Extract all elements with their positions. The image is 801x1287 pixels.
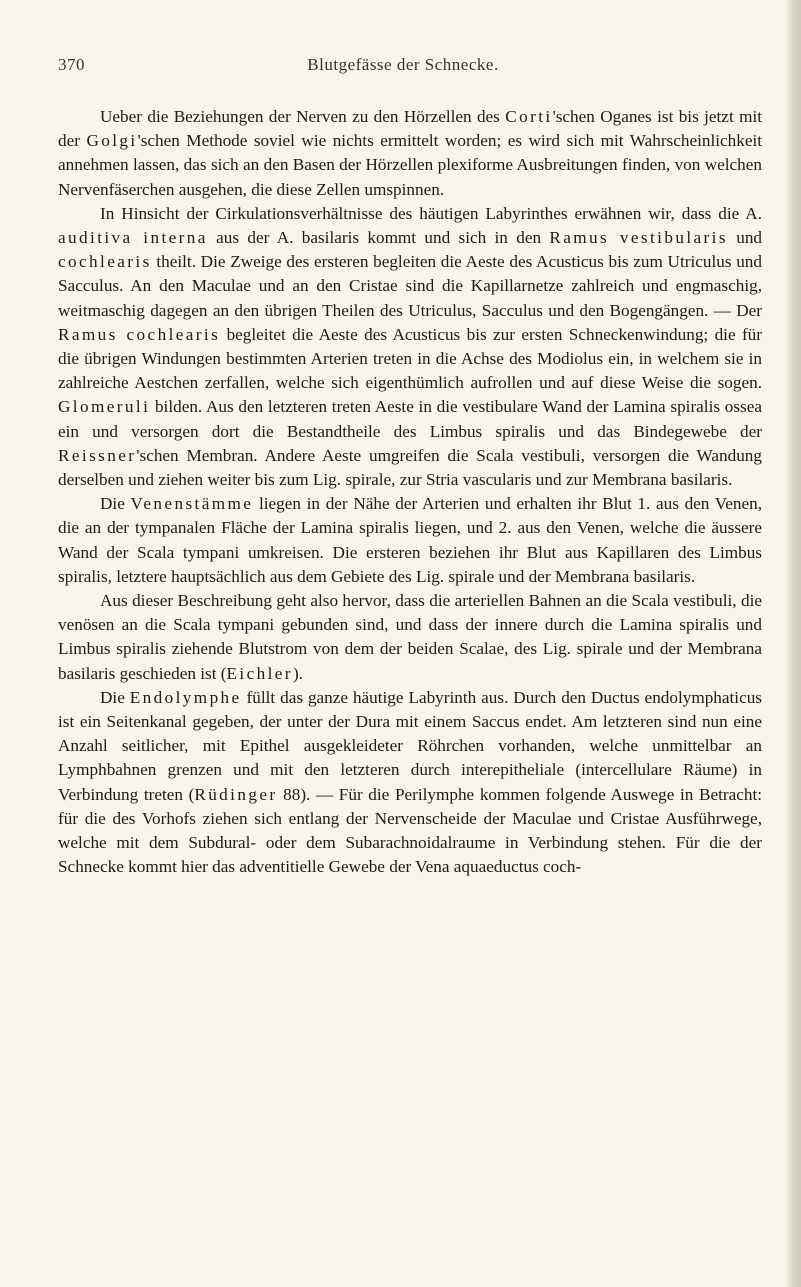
page-number: 370 — [58, 55, 85, 74]
text-run: 'schen Methode soviel wie nichts ermittelt worden; es wird sich mit Wahrscheinlichkeit annehmen lassen, das sich an den Basen der Hörzellen plexiforme Ausbreitungen finden, von welchen Nervenfäserchen ausgehen, die diese Zellen umspinnen. — [58, 131, 762, 199]
body-text — [58, 105, 762, 880]
text-run: Die — [100, 494, 131, 514]
text-run: theilt. Die Zweige des ersteren begleiten die Aeste des Acusticus bis zum Utriculus und Sacculus. An den Maculae und an den Cristae sind die Kapillarnetze zahlreich und engmaschig, weitmaschig dagegen an den übrigen Theilen des Utriculus, Sacculus und den Bogengängen. — Der — [58, 252, 762, 320]
text-run: aus der A. basilaris kommt und sich in den — [207, 228, 550, 248]
text-run: bilden. Aus den letzteren treten Aeste in die vestibulare Wand der Lamina spiralis ossea ein und versorgen dort die Bestandtheile des Limbus spiralis und das Bindegewebe der — [58, 397, 762, 441]
text-run: In Hinsicht der Cirkulationsverhältnisse des häutigen Labyrinthes erwähnen wir, dass die A. — [100, 203, 762, 223]
paragraph — [58, 202, 762, 492]
text-run: und — [727, 228, 763, 248]
spaced-term: auditiva interna — [58, 228, 208, 248]
spaced-term: Ramus cochlearis — [58, 324, 221, 344]
spaced-term: Rüdinger — [194, 784, 278, 804]
scan-edge-shadow — [787, 0, 801, 1287]
text-run: 88). — Für die Perilymphe kommen folgende Auswege in Betracht: für die des Vorhofs ziehen sich entlang der Nervenscheide der Maculae und Cristae Ausführwege, welche mit dem Subdural- oder dem Subarachnoidalraume in Verbindung stehen. Für die der Schnecke kommt hier das adventitielle Gewebe der Vena aquaeductus coch- — [58, 784, 763, 877]
text-run: begleitet die Aeste des Acusticus bis zur ersten Schneckenwindung; die für die übrigen Windungen bestimmten Arterien treten in die Achse des Modiolus ein, in welchem sie in zahlreiche Aestchen zerfallen, welche sich eigenthümlich aufrollen und auf diese Weise die sogen. — [58, 324, 762, 393]
paragraph — [58, 686, 762, 880]
paragraph — [58, 589, 762, 686]
text-run: füllt das ganze häutige Labyrinth aus. Durch den Ductus endolymphaticus ist ein Seitenkanal gegeben, der unter der Dura mit einem Saccus endet. Am letzteren sind nun eine Anzahl seitlicher, mit Epithel ausgekleideter Röhrchen vorhanden, welche unmittelbar an Lymphbahnen grenzen und mit den letzteren durch interepitheliale (intercellulare Räume) in Verbindung treten ( — [58, 687, 762, 804]
text-run: liegen in der Nähe der Arterien und erhalten ihr Blut 1. aus den Venen, die an der tympanalen Fläche der Lamina spiralis liegen, und 2. aus den Venen, welche die äussere Wand der Scala tympani umkreisen. Die ersteren beziehen ihr Blut aus Kapillaren des Limbus spiralis, letztere hauptsächlich aus dem Gebiete des Lig. spirale und der Membrana basilaris. — [58, 494, 762, 586]
text-run: ). — [292, 663, 303, 683]
running-head — [58, 55, 758, 75]
paragraph — [58, 492, 762, 589]
text-run: 'schen Membran. Andere Aeste umgreifen die Scala vestibuli, versorgen die Wandung derselben und ziehen weiter bis zum Lig. spirale, zur Stria vascularis und zur Membrana basilaris. — [58, 445, 762, 490]
paragraph — [58, 105, 762, 202]
spaced-term: cochlearis — [58, 252, 152, 272]
spaced-term: Ramus vestibularis — [549, 228, 728, 248]
spaced-term: Eichler — [226, 663, 293, 683]
spaced-term: Reissner — [58, 445, 137, 465]
text-run: 'schen Oganes ist bis jetzt mit der — [58, 107, 762, 151]
spaced-term: Corti — [505, 107, 553, 126]
running-title: Blutgefässe der Schnecke. — [307, 55, 499, 74]
spaced-term: Venenstämme — [130, 494, 254, 514]
spaced-term: Endolymphe — [129, 687, 242, 707]
text-run: Die — [100, 687, 130, 707]
spaced-term: Glomeruli — [58, 397, 151, 417]
text-run: Ueber die Beziehungen der Nerven zu den Hörzellen des — [100, 107, 506, 126]
text-run: Aus dieser Beschreibung geht also hervor, dass die arteriellen Bahnen an die Scala vestibuli, die venösen an die Scala tympani gebunden sind, und dass der innere durch die Lamina spiralis und Limbus spiralis ziehende Blutstrom von dem der beiden Scalae, des Lig. spirale und der Membrana basilaris geschieden ist ( — [58, 591, 762, 683]
spaced-term: Golgi — [86, 131, 138, 151]
